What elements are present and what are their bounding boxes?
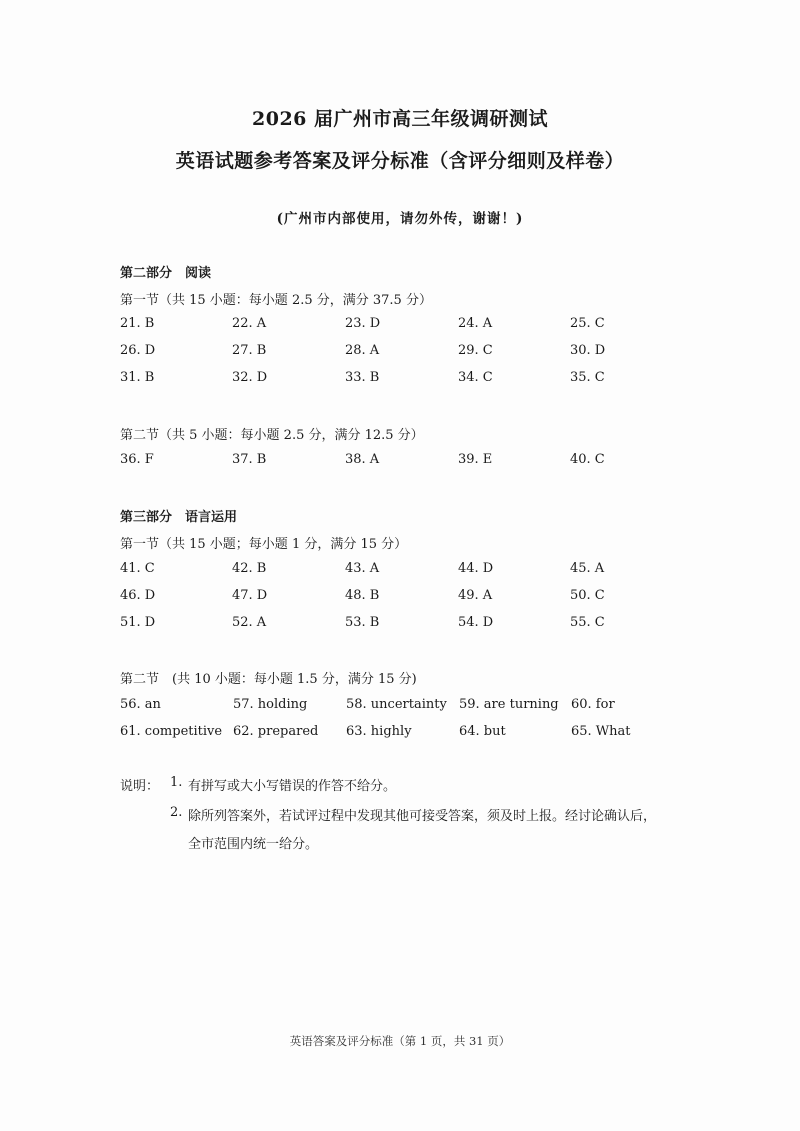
answer-item: 33. B bbox=[345, 370, 380, 385]
answer-item: 50. C bbox=[570, 588, 605, 603]
note-number: 1. bbox=[170, 775, 183, 790]
answer-row bbox=[120, 615, 720, 642]
answer-item: 27. B bbox=[232, 343, 267, 358]
part3-title: 第三部分 语言运用 bbox=[120, 510, 238, 525]
note-number: 2. bbox=[170, 805, 183, 820]
page-footer: 英语答案及评分标准（第 1 页，共 31 页） bbox=[289, 1034, 511, 1048]
part3-section1-answers bbox=[120, 561, 720, 642]
answer-item: 53. B bbox=[345, 615, 380, 630]
answer-item: 29. C bbox=[458, 343, 493, 358]
answer-item: 38. A bbox=[345, 452, 380, 467]
answer-row bbox=[120, 697, 720, 724]
answer-item: 40. C bbox=[570, 452, 605, 467]
part3-section1-title: 第一节（共 15 小题；每小题 1 分，满分 15 分） bbox=[120, 537, 408, 552]
answer-item: 41. C bbox=[120, 561, 155, 576]
answer-item: 60. for bbox=[571, 697, 615, 712]
answer-item: 43. A bbox=[345, 561, 380, 576]
answer-item: 22. A bbox=[232, 316, 267, 331]
answer-item: 47. D bbox=[232, 588, 268, 603]
internal-use-note: (广州市内部使用，请勿外传，谢谢！) bbox=[276, 211, 524, 227]
answer-row bbox=[120, 370, 720, 397]
answer-row bbox=[120, 452, 720, 479]
part2-section2-title: 第二节（共 5 小题：每小题 2.5 分，满分 12.5 分） bbox=[120, 428, 424, 443]
answer-item: 26. D bbox=[120, 343, 156, 358]
answer-row bbox=[120, 561, 720, 588]
answer-item: 59. are turning bbox=[459, 697, 559, 712]
answer-item: 55. C bbox=[570, 615, 605, 630]
note-item: 有拼写或大小写错误的作答不给分。 bbox=[188, 779, 397, 794]
answer-item: 51. D bbox=[120, 615, 156, 630]
answer-item: 37. B bbox=[232, 452, 267, 467]
answer-item: 35. C bbox=[570, 370, 605, 385]
part3-section2-title: 第二节 (共 10 小题：每小题 1.5 分，满分 15 分) bbox=[120, 672, 417, 687]
document-title: 2026 届广州市高三年级调研测试 bbox=[252, 108, 548, 130]
note-item: 除所列答案外，若试评过程中发现其他可接受答案，须及时上报。经讨论确认后， bbox=[188, 809, 657, 824]
answer-item: 28. A bbox=[345, 343, 380, 358]
answer-item: 24. A bbox=[458, 316, 493, 331]
answer-item: 44. D bbox=[458, 561, 494, 576]
note-item-continued: 全市范围内统一给分。 bbox=[188, 837, 319, 852]
answer-item: 46. D bbox=[120, 588, 156, 603]
answer-item: 48. B bbox=[345, 588, 380, 603]
answer-item: 56. an bbox=[120, 697, 161, 712]
answer-item: 45. A bbox=[570, 561, 605, 576]
answer-item: 61. competitive bbox=[120, 724, 223, 739]
answer-item: 57. holding bbox=[233, 697, 308, 712]
answer-item: 52. A bbox=[232, 615, 267, 630]
answer-item: 63. highly bbox=[346, 724, 412, 739]
answer-item: 42. B bbox=[232, 561, 267, 576]
part3-section2-answers bbox=[120, 697, 720, 751]
answer-row bbox=[120, 588, 720, 615]
notes-label: 说明： bbox=[120, 779, 160, 794]
answer-item: 34. C bbox=[458, 370, 493, 385]
answer-item: 31. B bbox=[120, 370, 155, 385]
answer-item: 49. A bbox=[458, 588, 493, 603]
answer-item: 64. but bbox=[459, 724, 506, 739]
answer-item: 54. D bbox=[458, 615, 494, 630]
answer-item: 36. F bbox=[120, 452, 154, 467]
answer-item: 32. D bbox=[232, 370, 268, 385]
answer-item: 65. What bbox=[571, 724, 631, 739]
answer-item: 58. uncertainty bbox=[346, 697, 447, 712]
answer-item: 21. B bbox=[120, 316, 155, 331]
answer-row bbox=[120, 343, 720, 370]
answer-item: 62. prepared bbox=[233, 724, 319, 739]
part2-section1-title: 第一节（共 15 小题：每小题 2.5 分，满分 37.5 分） bbox=[120, 293, 432, 308]
answer-item: 23. D bbox=[345, 316, 381, 331]
answer-item: 39. E bbox=[458, 452, 493, 467]
answer-item: 25. C bbox=[570, 316, 605, 331]
answer-row bbox=[120, 724, 720, 751]
part2-section1-answers bbox=[120, 316, 720, 397]
answer-item: 30. D bbox=[570, 343, 606, 358]
document-subtitle: 英语试题参考答案及评分标准（含评分细则及样卷） bbox=[175, 150, 625, 172]
answer-row bbox=[120, 316, 720, 343]
part2-section2-answers bbox=[120, 452, 720, 479]
part2-title: 第二部分 阅读 bbox=[120, 266, 212, 281]
